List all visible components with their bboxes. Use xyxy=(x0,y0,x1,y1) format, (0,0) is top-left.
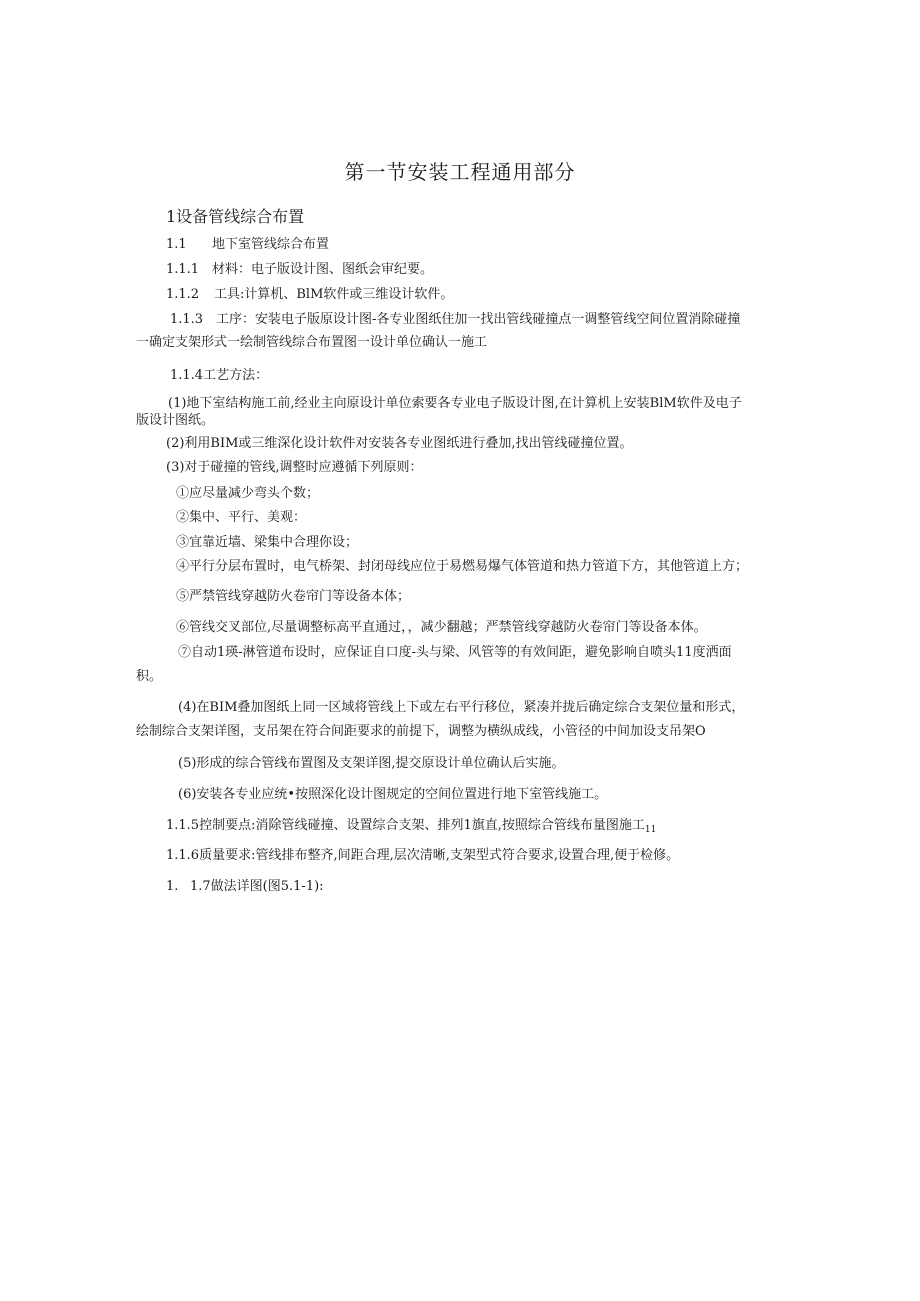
item-1-1-5 xyxy=(166,818,656,838)
page-title: 第一节安装工程通用部分 xyxy=(344,160,576,184)
rule-2: ②集中、平行、美观： xyxy=(176,510,307,525)
rule-4: ④平行分层布置时，电气桥架、封闭母线应位于易燃易爆气体管道和热力管道下方，其他管道上方； xyxy=(176,559,749,574)
method-2: (2)利用BIM或三维深化设计软件对安装各专业图纸进行叠加,找出管线碰撞位置。 xyxy=(166,436,633,451)
rule-7: ⑦自动1瑛-淋管道布设时，应保证自口度-头与梁、风管等的有效间距，避免影响自喷头11度洒面 xyxy=(178,645,732,660)
item-1-1-text: 地下室管线综合布置 xyxy=(212,237,330,252)
item-1-1-5-mark: 11 xyxy=(644,825,657,835)
section-heading: 1设备管线综合布置 xyxy=(166,207,305,226)
item-1-1-5-text: 1.1.5控制要点:消除管线碰撞、设置综合支架、排列1旗直,按照综合管线布量图施工 xyxy=(166,818,645,833)
method-1-continuation: 版设计图纸。 xyxy=(136,413,215,428)
method-6: (6)安装各专业应统•按照深化设计图规定的空间位置进行地下室管线施工。 xyxy=(178,787,608,802)
rule-3: ③宜靠近墙、梁集中合理你设； xyxy=(176,535,359,550)
item-1-1-7-number: 1. xyxy=(166,879,179,894)
rule-5: ⑤严禁管线穿越防火卷帘门等设备本体； xyxy=(176,589,411,604)
item-1-1-2 xyxy=(166,287,453,303)
method-4: (4)在BIM叠加图纸上同一区域将管线上下或左右平行移位，紧凑并拢后确定综合支架位量和形式， xyxy=(178,700,745,715)
item-1-1-3-number: 1.1.3 xyxy=(170,312,204,327)
rule-6: ⑥管线交叉部位,尽量调整标高平直通过，，减少翻越；严禁管线穿越防火卷帘门等设备本体。 xyxy=(176,620,707,635)
method-4-continuation: 绘制综合支架详图，支吊架在符合间距要求的前提下，调整为横纵成线，小管径的中间加设支吊架O xyxy=(136,724,706,739)
rule-7-continuation: 积。 xyxy=(136,669,163,684)
item-1-1-7-text: 1.7做法详图(图5.1-1): xyxy=(190,879,324,894)
item-1-1-number: 1.1 xyxy=(166,237,187,252)
item-1-1-3-text: 工序：安装电子版原设计图-各专业图纸住加一找出管线碰撞点一调整管线空间位置消除碰撞 xyxy=(216,312,741,327)
item-1-1-1-number: 1.1.1 xyxy=(166,262,200,277)
item-1-1-1-text: 材料：电子版设计图、图纸会审纪要。 xyxy=(212,262,434,277)
item-1-1-4: 1.1.4工艺方法： xyxy=(170,368,269,383)
item-1-1-3 xyxy=(170,312,740,328)
item-1-1-2-number: 1.1.2 xyxy=(166,287,200,302)
item-1-1-2-text: 工具:计算机、BlM软件或三维设计软件。 xyxy=(214,287,454,302)
method-1: (1)地下室结构施工前,经业主向原设计单位索要各专业电子版设计图,在计算机上安装BlM软件及电子 xyxy=(168,396,742,411)
item-1-1-1 xyxy=(166,262,433,278)
item-1-1-3-continuation: 一确定支架形式一绘制管线综合布置图一设计单位确认一施工 xyxy=(136,335,488,350)
rule-1: ①应尽量减少弯头个数； xyxy=(176,486,320,501)
method-5: (5)形成的综合管线布置图及支架详图,提交原设计单位确认后实施。 xyxy=(178,756,565,771)
method-3: (3)对于碰撞的管线,调整时应遵循下列原则： xyxy=(166,460,423,475)
item-1-1-6: 1.1.6质量要求:管线排布整齐,间距合理,层次清晰,支架型式符合要求,设置合理,便于检修。 xyxy=(166,848,680,863)
item-1-1-7 xyxy=(166,879,324,895)
item-1-1 xyxy=(166,237,329,253)
